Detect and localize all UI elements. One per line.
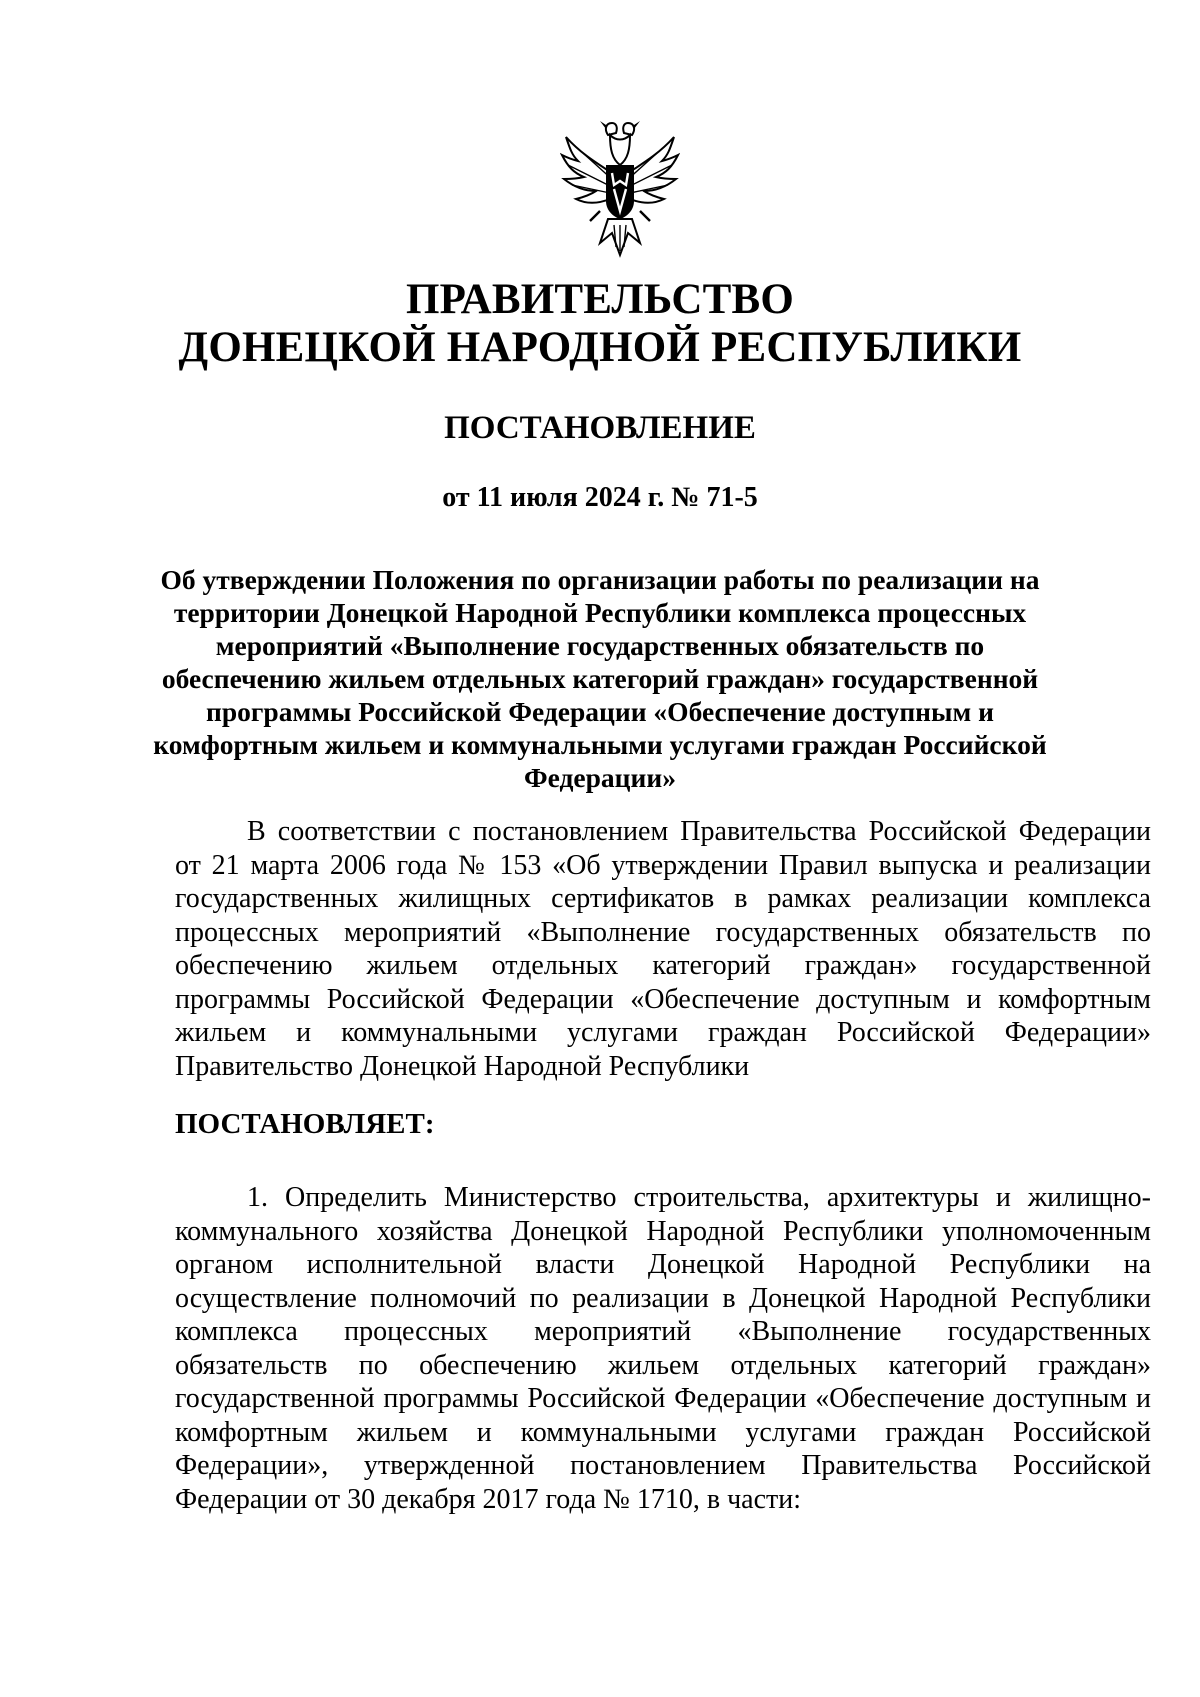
- preamble-paragraph: В соответствии с постановлением Правительства Российской Федерации от 21 марта 2006 года № 153 «Об утверждении Правил выпуска и реализации государственных жилищных сертификатов в рамках реализации комплекса процессных мероприятий «Выполнение государственных обязательств по обеспечению жильем отдельных категорий граждан» государственной программы Российской Федерации «Обеспечение доступным и комфортным жильем и коммунальными услугами граждан Российской Федерации» Правительство Донецкой Народной Республики: [175, 816, 1151, 1082]
- document-date-number: от 11 июля 2024 г. № 71-5: [442, 482, 758, 513]
- document-subject: Об утверждении Положения по организации работы по реализации на территории Донецкой Народной Республики комплекса процессных мероприятий «Выполнение государственных обязательств по обеспечению жильем отдельных категорий граждан» государственной программы Российской Федерации «Обеспечение доступным и комфортным жильем и коммунальными услугами граждан Российской Федерации»: [153, 564, 1047, 793]
- coat-of-arms-emblem: [560, 115, 680, 265]
- item-1-paragraph: 1. Определить Министерство строительства, архитектуры и жилищно-коммунального хозяйства Донецкой Народной Республики уполномоченным органом исполнительной власти Донецкой Народной Республики на осуществление полномочий по реализации в Донецкой Народной Республики комплекса процессных мероприятий «Выполнение государственных обязательств по обеспечению жильем отдельных категорий граждан» государственной программы Российской Федерации «Обеспечение доступным и комфортным жильем и коммунальными услугами граждан Российской Федерации», утвержденной постановлением Правительства Российской Федерации от 30 декабря 2017 года № 1710, в части:: [175, 1182, 1151, 1515]
- document-type: ПОСТАНОВЛЕНИЕ: [444, 410, 756, 446]
- government-title-line1: ПРАВИТЕЛЬСТВО: [405, 276, 795, 323]
- government-title-line2: ДОНЕЦКОЙ НАРОДНОЙ РЕСПУБЛИКИ: [178, 324, 1022, 371]
- decree-word: ПОСТАНОВЛЯЕТ:: [175, 1108, 435, 1140]
- government-title: [0, 276, 1200, 372]
